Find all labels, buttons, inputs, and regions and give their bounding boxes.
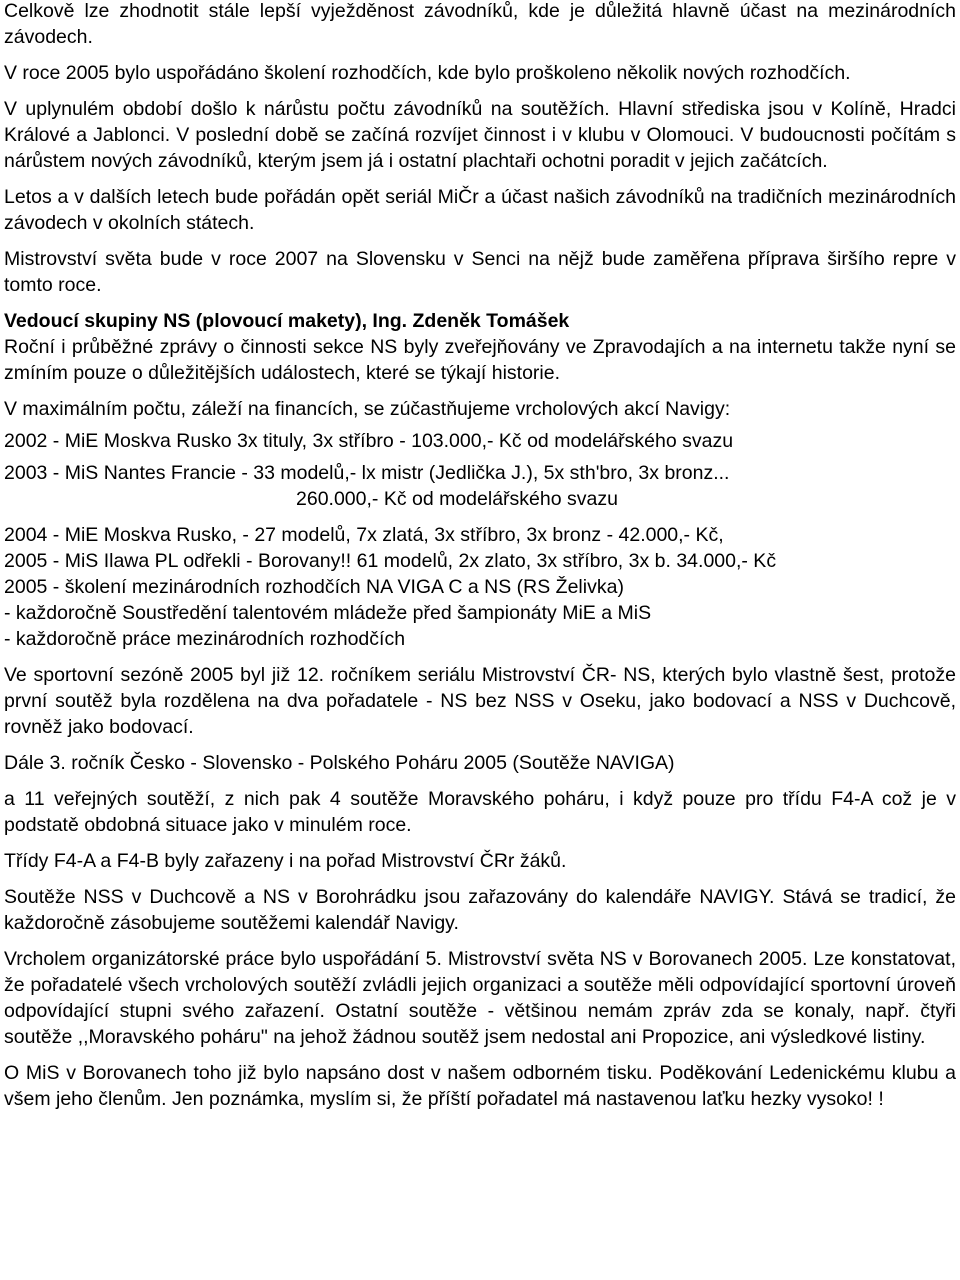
- section-summary: [4, 0, 956, 298]
- list-item: 2005 - školení mezinárodních rozhodčích NA VIGA C a NS (RS Želivka): [4, 576, 624, 598]
- list-item: 2003 - MiS Nantes Francie - 33 modelů,- lx mistr (Jedlička J.), 5x sth'bro, 3x bronz...: [4, 462, 730, 484]
- list-item-continuation: 260.000,- Kč od modelářského svazu: [296, 488, 618, 510]
- section-heading: Vedoucí skupiny NS (plovoucí makety), Ing. Zdeněk Tomášek: [4, 310, 570, 332]
- paragraph: V roce 2005 bylo uspořádáno školení rozhodčích, kde bylo proškoleno několik nových rozhodčích.: [4, 62, 851, 84]
- paragraph: Dále 3. ročník Česko - Slovensko - Polského Poháru 2005 (Soutěže NAVIGA): [4, 752, 675, 774]
- list-item: 2004 - MiE Moskva Rusko, - 27 modelů, 7x zlatá, 3x stříbro, 3x bronz - 42.000,- Kč,: [4, 524, 724, 546]
- paragraph: O MiS v Borovanech toho již bylo napsáno dost v našem odborném tisku. Poděkování Ledenickému klubu a všem jeho členům. Jen poznámka, myslím si, že příští pořadatel má nastavenou laťku hezky vysoko! !: [4, 1062, 956, 1110]
- list-item: - každoročně Soustředění talentovém mládeže před šampionáty MiE a MiS: [4, 602, 652, 624]
- paragraph: Třídy F4-A a F4-B byly zařazeny i na pořad Mistrovství ČRr žáků.: [4, 850, 567, 872]
- paragraph: Vrcholem organizátorské práce bylo uspořádání 5. Mistrovství světa NS v Borovanech 2005. Lze konstatovat, že pořadatelé všech vrcholových soutěží zvládli jejich organizaci a soutěže měli odpovídající sportovní úroveň odpovídající stupni svého zařazení. Ostatní soutěže - většinou nemám zpráv zda se konaly, např. čtyři soutěže ,,Moravského poháru" na jehož žádnou soutěž jsem nedostal ani Propozice, ani výsledkové listiny.: [4, 948, 956, 1048]
- list-item: 2002 - MiE Moskva Rusko 3x tituly, 3x stříbro - 103.000,- Kč od modelářského svazu: [4, 430, 734, 452]
- paragraph: Soutěže NSS v Duchcově a NS v Borohrádku jsou zařazovány do kalendáře NAVIGY. Stává se tradicí, že každoročně zásobujeme soutěžemi kalendář Navigy.: [4, 886, 956, 934]
- paragraph: Roční i průběžné zprávy o činnosti sekce NS byly zveřejňovány ve Zpravodajích a na internetu takže nyní se zmíním pouze o důležitějších událostech, které se týkají historie.: [4, 336, 956, 384]
- list-item: 2005 - MiS Ilawa PL odřekli - Borovany!! 61 modelů, 2x zlato, 3x stříbro, 3x b. 34.000,- Kč: [4, 550, 777, 572]
- paragraph: V uplynulém období došlo k nárůstu počtu závodníků na soutěžích. Hlavní střediska jsou v Kolíně, Hradci Králové a Jablonci. V poslední době se začíná rozvíjet činnost i v klubu v Olomouci. V budoucnosti počítám s nárůstem nových závodníků, kterým jsem já i ostatní plachtaři ochotni poradit v jejich začátcích.: [4, 98, 956, 172]
- list-intro: V maximálním počtu, záleží na financích, se zúčastňujeme vrcholových akcí Navigy:: [4, 398, 731, 420]
- list-item: - každoročně práce mezinárodních rozhodčích: [4, 628, 406, 650]
- paragraph: Mistrovství světa bude v roce 2007 na Slovensku v Senci na nějž bude zaměřena příprava širšího repre v tomto roce.: [4, 248, 956, 296]
- section-ns: [4, 334, 956, 1112]
- paragraph: Ve sportovní sezóně 2005 byl již 12. ročníkem seriálu Mistrovství ČR- NS, kterých bylo vlastně šest, protože první soutěž byla rozdělena na dva pořadatele - NS bez NSS v Oseku, jako bodovací a NSS v Duchcově, rovněž jako bodovací.: [4, 664, 956, 738]
- paragraph: a 11 veřejných soutěží, z nich pak 4 soutěže Moravského poháru, i když pouze pro třídu F4-A což je v podstatě obdobná situace jako v minulém roce.: [4, 788, 956, 836]
- paragraph: Letos a v dalších letech bude pořádán opět seriál MiČr a účast našich závodníků na tradičních mezinárodních závodech v okolních státech.: [4, 186, 956, 234]
- paragraph: Celkově lze zhodnotit stále lepší vyježděnost závodníků, kde je důležitá hlavně účast na mezinárodních závodech.: [4, 0, 956, 48]
